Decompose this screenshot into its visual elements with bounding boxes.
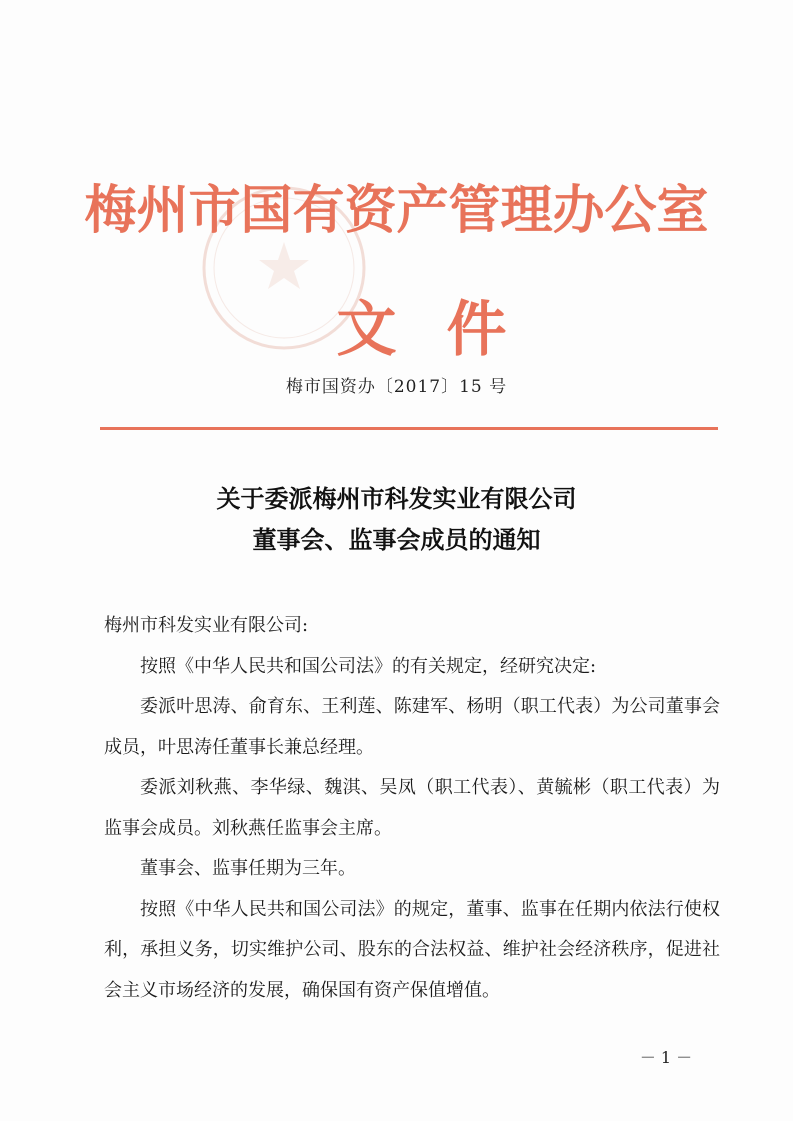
issuing-organization-title: 梅州市国有资产管理办公室: [84, 181, 709, 241]
body-paragraph: 委派叶思涛、俞育东、王利莲、陈建军、杨明（职工代表）为公司董事会成员，叶思涛任董事长兼总经理。: [104, 696, 720, 758]
body-paragraph: 委派刘秋燕、李华绿、魏淇、吴凤（职工代表）、黄毓彬（职工代表）为监事会成员。刘秋燕任监事会主席。: [104, 777, 720, 839]
salutation: 梅州市科发实业有限公司:: [104, 615, 309, 636]
body-paragraph: 按照《中华人民共和国公司法》的规定，董事、监事在任期内依法行使权利，承担义务，切实维护公司、股东的合法权益、维护社会经济秩序，促进社会主义市场经济的发展，确保国有资产保值增值。: [104, 898, 720, 1001]
notice-body: [104, 606, 720, 1011]
document-number: 梅市国资办〔2017〕15 号: [285, 377, 508, 397]
subject-line-1: 关于委派梅州市科发实业有限公司: [216, 484, 577, 513]
document-label: 文件: [336, 295, 557, 365]
notice-subject: [80, 478, 713, 560]
red-separator-line: [100, 427, 718, 430]
page-number: － 1 －: [639, 1048, 693, 1067]
body-paragraph: 董事会、监事任期为三年。: [140, 858, 356, 879]
body-paragraph: 按照《中华人民共和国公司法》的有关规定，经研究决定:: [140, 655, 597, 677]
subject-line-2: 董事会、监事会成员的通知: [252, 525, 541, 554]
